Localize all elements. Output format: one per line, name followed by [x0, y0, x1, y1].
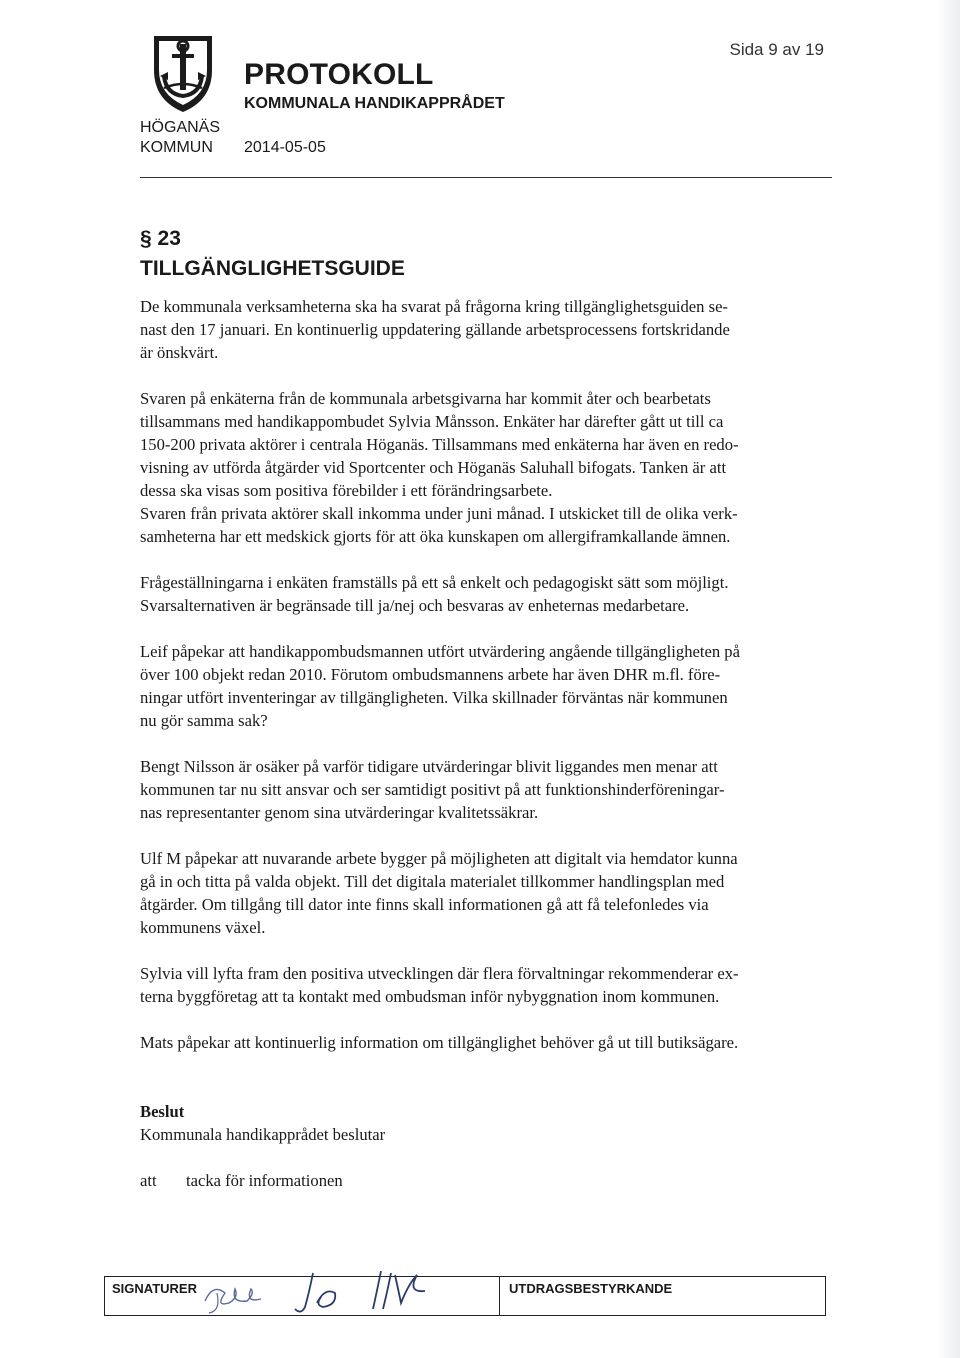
paragraph	[140, 847, 830, 939]
paragraph-line: kommunen tar nu sitt ansvar och ser samtidigt positivt på att funktionshinderföreningar-	[140, 780, 725, 799]
paragraph-line: ningar utfört inventeringar av tillgängligheten. Vilka skillnader förväntas när kommunen	[140, 688, 728, 707]
paragraph	[140, 1031, 830, 1054]
paragraph-line: terna byggföretag att ta kontakt med ombudsman inför nybyggnation inom kommunen.	[140, 987, 720, 1006]
paragraph	[140, 387, 830, 548]
paragraph-line: är önskvärt.	[140, 343, 219, 362]
paragraph	[140, 295, 830, 364]
municipality-line1: HÖGANÄS	[140, 119, 221, 136]
decision-heading: Beslut	[140, 1102, 185, 1121]
paragraph-line: Svaren på enkäterna från de kommunala arbetsgivarna har kommit åter och bearbetats	[140, 389, 711, 408]
paragraph-line: Svaren från privata aktörer skall inkomma under juni månad. I utskicket till de olika verk-	[140, 504, 738, 523]
paragraph-line: kommunens växel.	[140, 918, 266, 937]
decision-intro: Kommunala handikapprådet beslutar	[140, 1125, 386, 1144]
paragraph	[140, 962, 830, 1008]
paragraph-line: Leif påpekar att handikappombudsmannen utfört utvärdering angående tillgängligheten på	[140, 642, 740, 661]
paragraph-line: tillsammans med handikappombudet Sylvia Månsson. Enkäter har därefter gått ut till ca	[140, 412, 724, 431]
paragraph-line: över 100 objekt redan 2010. Förutom ombudsmannens arbete har även DHR m.fl. före-	[140, 665, 721, 684]
decision-block	[140, 1100, 830, 1146]
document-subtitle: KOMMUNALA HANDIKAPPRÅDET	[244, 95, 505, 112]
paragraph-line: gå in och titta på valda objekt. Till det digitala materialet tillkommer handlingsplan med	[140, 872, 725, 891]
page-indicator: Sida 9 av 19	[729, 40, 824, 59]
paragraph-line: samheterna har ett medskick gjorts för att öka kunskapen om allergiframkallande ämnen.	[140, 527, 731, 546]
decision-text: tacka för informationen	[186, 1171, 343, 1190]
paragraph-line: 150-200 privata aktörer i centrala Höganäs. Tillsammans med enkäterna har även en redo-	[140, 435, 739, 454]
decision-keyword: att	[140, 1171, 157, 1190]
certification-label: UTDRAGSBESTYRKANDE	[509, 1281, 673, 1296]
meeting-date: 2014-05-05	[244, 139, 326, 156]
paragraph-line: dessa ska visas som positiva förebilder i ett förändringsarbete.	[140, 481, 553, 500]
municipality-line2: KOMMUN	[140, 139, 213, 156]
protocol-body	[140, 295, 830, 1215]
paragraph-line: åtgärder. Om tillgång till dator inte finns skall informationen gå att få telefonledes via	[140, 895, 709, 914]
paragraph-line: De kommunala verksamheterna ska ha svarat på frågorna kring tillgänglighetsguiden se-	[140, 297, 728, 316]
document-title: PROTOKOLL	[244, 58, 434, 91]
section-number: § 23	[140, 227, 181, 250]
paragraph-line: Sylvia vill lyfta fram den positiva utvecklingen där flera förvaltningar rekommenderar ex-	[140, 964, 739, 983]
paragraph-line: Mats påpekar att kontinuerlig information om tillgänglighet behöver gå ut till butiksägare.	[140, 1033, 739, 1052]
decision-item	[140, 1169, 830, 1192]
paragraph-line: Frågeställningarna i enkäten framställs på ett så enkelt och pedagogiskt sätt som möjligt.	[140, 573, 729, 592]
paragraph-line: nas representanter genom sina utvärderingar kvalitetssäkrar.	[140, 803, 539, 822]
paragraph-line: visning av utförda åtgärder vid Sportcenter och Höganäs Saluhall bifogats. Tanken är att	[140, 458, 727, 477]
signatures-label: SIGNATURER	[112, 1281, 197, 1296]
paragraph-line: nu gör samma sak?	[140, 711, 268, 730]
municipality-name	[140, 118, 220, 158]
hoganas-crest-logo	[150, 30, 216, 114]
paragraph-line: nast den 17 januari. En kontinuerlig uppdatering gällande arbetsprocessens fortskridande	[140, 320, 730, 339]
signature-divider	[499, 1277, 500, 1315]
header-divider	[140, 177, 832, 178]
signature-table	[104, 1276, 826, 1316]
paragraph-line: Bengt Nilsson är osäker på varför tidigare utvärderingar blivit liggandes men menar att	[140, 757, 718, 776]
scan-edge-shadow	[936, 0, 960, 1358]
paragraph	[140, 640, 830, 732]
handwritten-signatures	[195, 1263, 495, 1319]
paragraph	[140, 571, 830, 617]
section-title: TILLGÄNGLIGHETSGUIDE	[140, 257, 405, 280]
paragraph-line: Ulf M påpekar att nuvarande arbete bygger på möjligheten att digitalt via hemdator kunna	[140, 849, 738, 868]
paragraph	[140, 755, 830, 824]
paragraph-line: Svarsalternativen är begränsade till ja/nej och besvaras av enheternas medarbetare.	[140, 596, 690, 615]
